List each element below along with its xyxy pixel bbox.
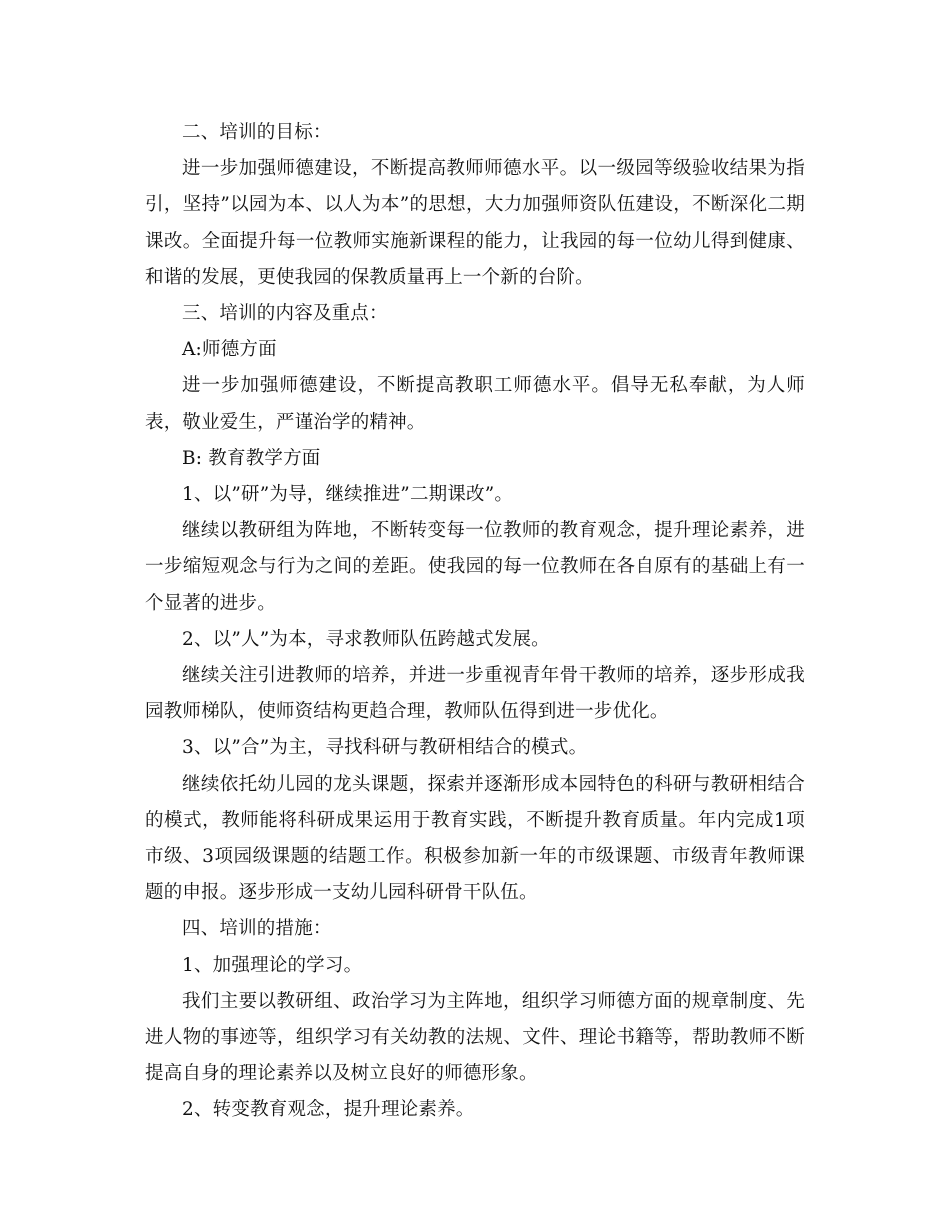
paragraph-goals: 进一步加强师德建设，不断提高教师师德水平。以一级园等级验收结果为指引，坚持”以园为本、以人为本”的思想，大力加强师资队伍建设，不断深化二期课改。全面提升每一位教师实施新课程的能力，让我园的每一位幼儿得到健康、和谐的发展，更使我园的保教质量再上一个新的台阶。 — [145, 158, 805, 288]
section-heading-content: 三、培训的内容及重点： — [182, 303, 388, 325]
paragraph-research: 继续以教研组为阵地，不断转变每一位教师的教育观念，提升理论素养，进一步缩短观念与行为之间的差距。使我园的每一位教师在各自原有的基础上有一个显著的进步。 — [145, 520, 805, 614]
document-body — [145, 115, 805, 1129]
subheading-ethics: A:师德方面 — [182, 339, 277, 361]
item-heading-concepts: 2、转变教育观念，提升理论素养。 — [182, 1099, 475, 1121]
paragraph-theory: 我们主要以教研组、政治学习为主阵地，组织学习师德方面的规章制度、先进人物的事迹等，组织学习有关幼教的法规、文件、理论书籍等，帮助教师不断提高自身的理论素养以及树立良好的师德形象。 — [145, 990, 805, 1085]
item-heading-research: 1、以”研”为导，继续推进”二期课改”。 — [182, 484, 514, 506]
section-heading-goals: 二、培训的目标： — [182, 122, 332, 143]
paragraph-combination: 继续依托幼儿园的龙头课题，探索并逐渐形成本园特色的科研与教研相结合的模式，教师能将科研成果运用于教育实践，不断提升教育质量。年内完成1项市级、3项园级课题的结题工作。积极参加新一年的市级课题、市级青年教师课题的申报。逐步形成一支幼儿园科研骨干队伍。 — [145, 773, 805, 904]
paragraph-people: 继续关注引进教师的培养，并进一步重视青年骨干教师的培养，逐步形成我园教师梯队，使师资结构更趋合理，教师队伍得到进一步优化。 — [145, 665, 805, 723]
item-heading-theory: 1、加强理论的学习。 — [182, 954, 363, 976]
item-heading-people: 2、以”人”为本，寻求教师队伍跨越式发展。 — [182, 628, 550, 650]
subheading-teaching: B: 教育教学方面 — [182, 447, 321, 469]
item-heading-combination: 3、以”合”为主，寻找科研与教研相结合的模式。 — [182, 737, 588, 759]
paragraph-ethics: 进一步加强师德建设，不断提高教职工师德水平。倡导无私奉献，为人师表，敬业爱生，严谨治学的精神。 — [145, 375, 805, 433]
section-heading-measures: 四、培训的措施： — [182, 918, 332, 940]
